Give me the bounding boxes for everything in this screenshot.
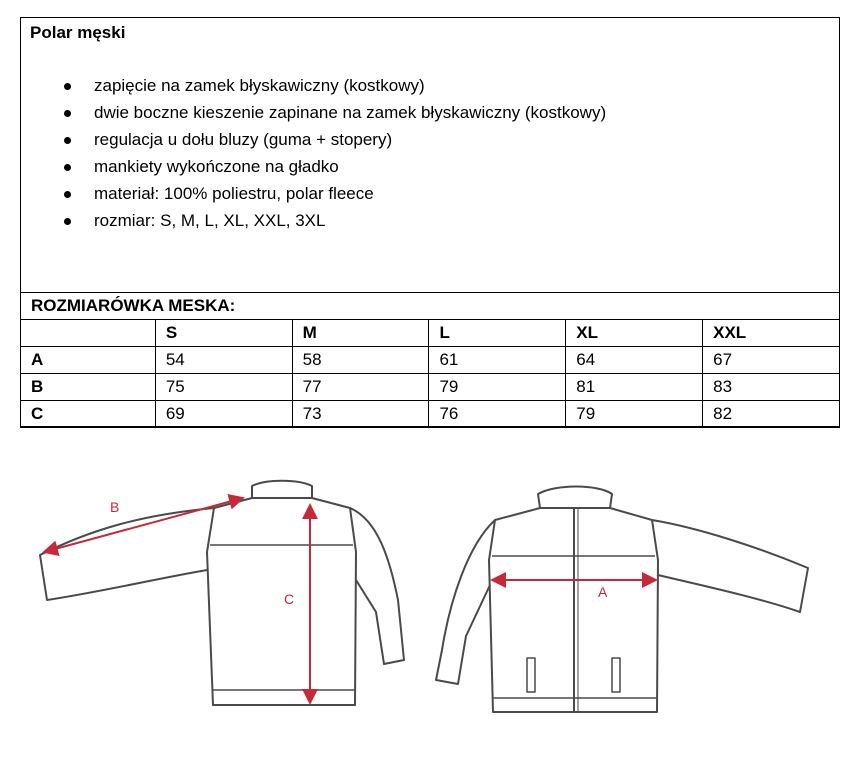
dimension-c-length [284, 505, 310, 703]
table-cell: 79 [566, 401, 703, 428]
table-cell: 77 [292, 374, 429, 401]
feature-item: dwie boczne kieszenie zapinane na zamek błyskawiczny (kostkowy) [94, 102, 606, 129]
row-label: A [21, 347, 156, 374]
dimension-c-label: C [284, 591, 295, 607]
table-cell: 75 [155, 374, 292, 401]
column-header: XL [566, 320, 703, 347]
column-header: XXL [703, 320, 840, 347]
feature-item: regulacja u dołu bluzy (guma + stopery) [94, 129, 606, 156]
table-cell: 54 [155, 347, 292, 374]
row-label: C [21, 401, 156, 428]
dimension-b-sleeve [44, 498, 243, 552]
feature-item: materiał: 100% poliestru, polar fleece [94, 183, 606, 210]
size-table-caption-row [21, 293, 840, 320]
table-cell: 79 [429, 374, 566, 401]
jacket-back-left-sleeve [40, 508, 214, 600]
jacket-front-left-sleeve [436, 520, 495, 684]
product-sheet [20, 17, 840, 427]
dimension-b-arrow [44, 498, 243, 552]
row-label: B [21, 374, 156, 401]
jacket-back-right-sleeve [350, 508, 404, 664]
left-pocket-zipper [527, 658, 535, 692]
feature-list [20, 75, 606, 237]
table-cell: 73 [292, 401, 429, 428]
size-table-header-row [21, 320, 840, 347]
right-pocket-zipper [612, 658, 620, 692]
product-title: Polar męski [30, 23, 126, 42]
table-row [21, 401, 840, 428]
dimension-a-label: A [598, 584, 608, 600]
table-cell: 81 [566, 374, 703, 401]
table-row [21, 347, 840, 374]
table-cell: 58 [292, 347, 429, 374]
jacket-size-diagram [0, 440, 860, 757]
table-row [21, 374, 840, 401]
size-table [20, 292, 840, 428]
table-cell: 61 [429, 347, 566, 374]
feature-item: rozmiar: S, M, L, XL, XXL, 3XL [94, 210, 606, 237]
table-cell: 82 [703, 401, 840, 428]
column-header: L [429, 320, 566, 347]
table-cell: 64 [566, 347, 703, 374]
column-header: S [155, 320, 292, 347]
jacket-front-view [436, 487, 808, 713]
size-table-caption: ROZMIARÓWKA MESKA: [21, 293, 840, 320]
jacket-back-body [207, 498, 356, 705]
column-header [21, 320, 156, 347]
column-header: M [292, 320, 429, 347]
dimension-b-label: B [110, 499, 120, 515]
feature-item: mankiety wykończone na gładko [94, 156, 606, 183]
jacket-front-right-sleeve [652, 520, 808, 612]
table-cell: 67 [703, 347, 840, 374]
jacket-back-view [40, 481, 404, 705]
feature-item: zapięcie na zamek błyskawiczny (kostkowy) [94, 75, 606, 102]
table-cell: 76 [429, 401, 566, 428]
jacket-back-collar [252, 481, 312, 498]
table-cell: 83 [703, 374, 840, 401]
table-cell: 69 [155, 401, 292, 428]
jacket-front-collar [538, 487, 612, 509]
